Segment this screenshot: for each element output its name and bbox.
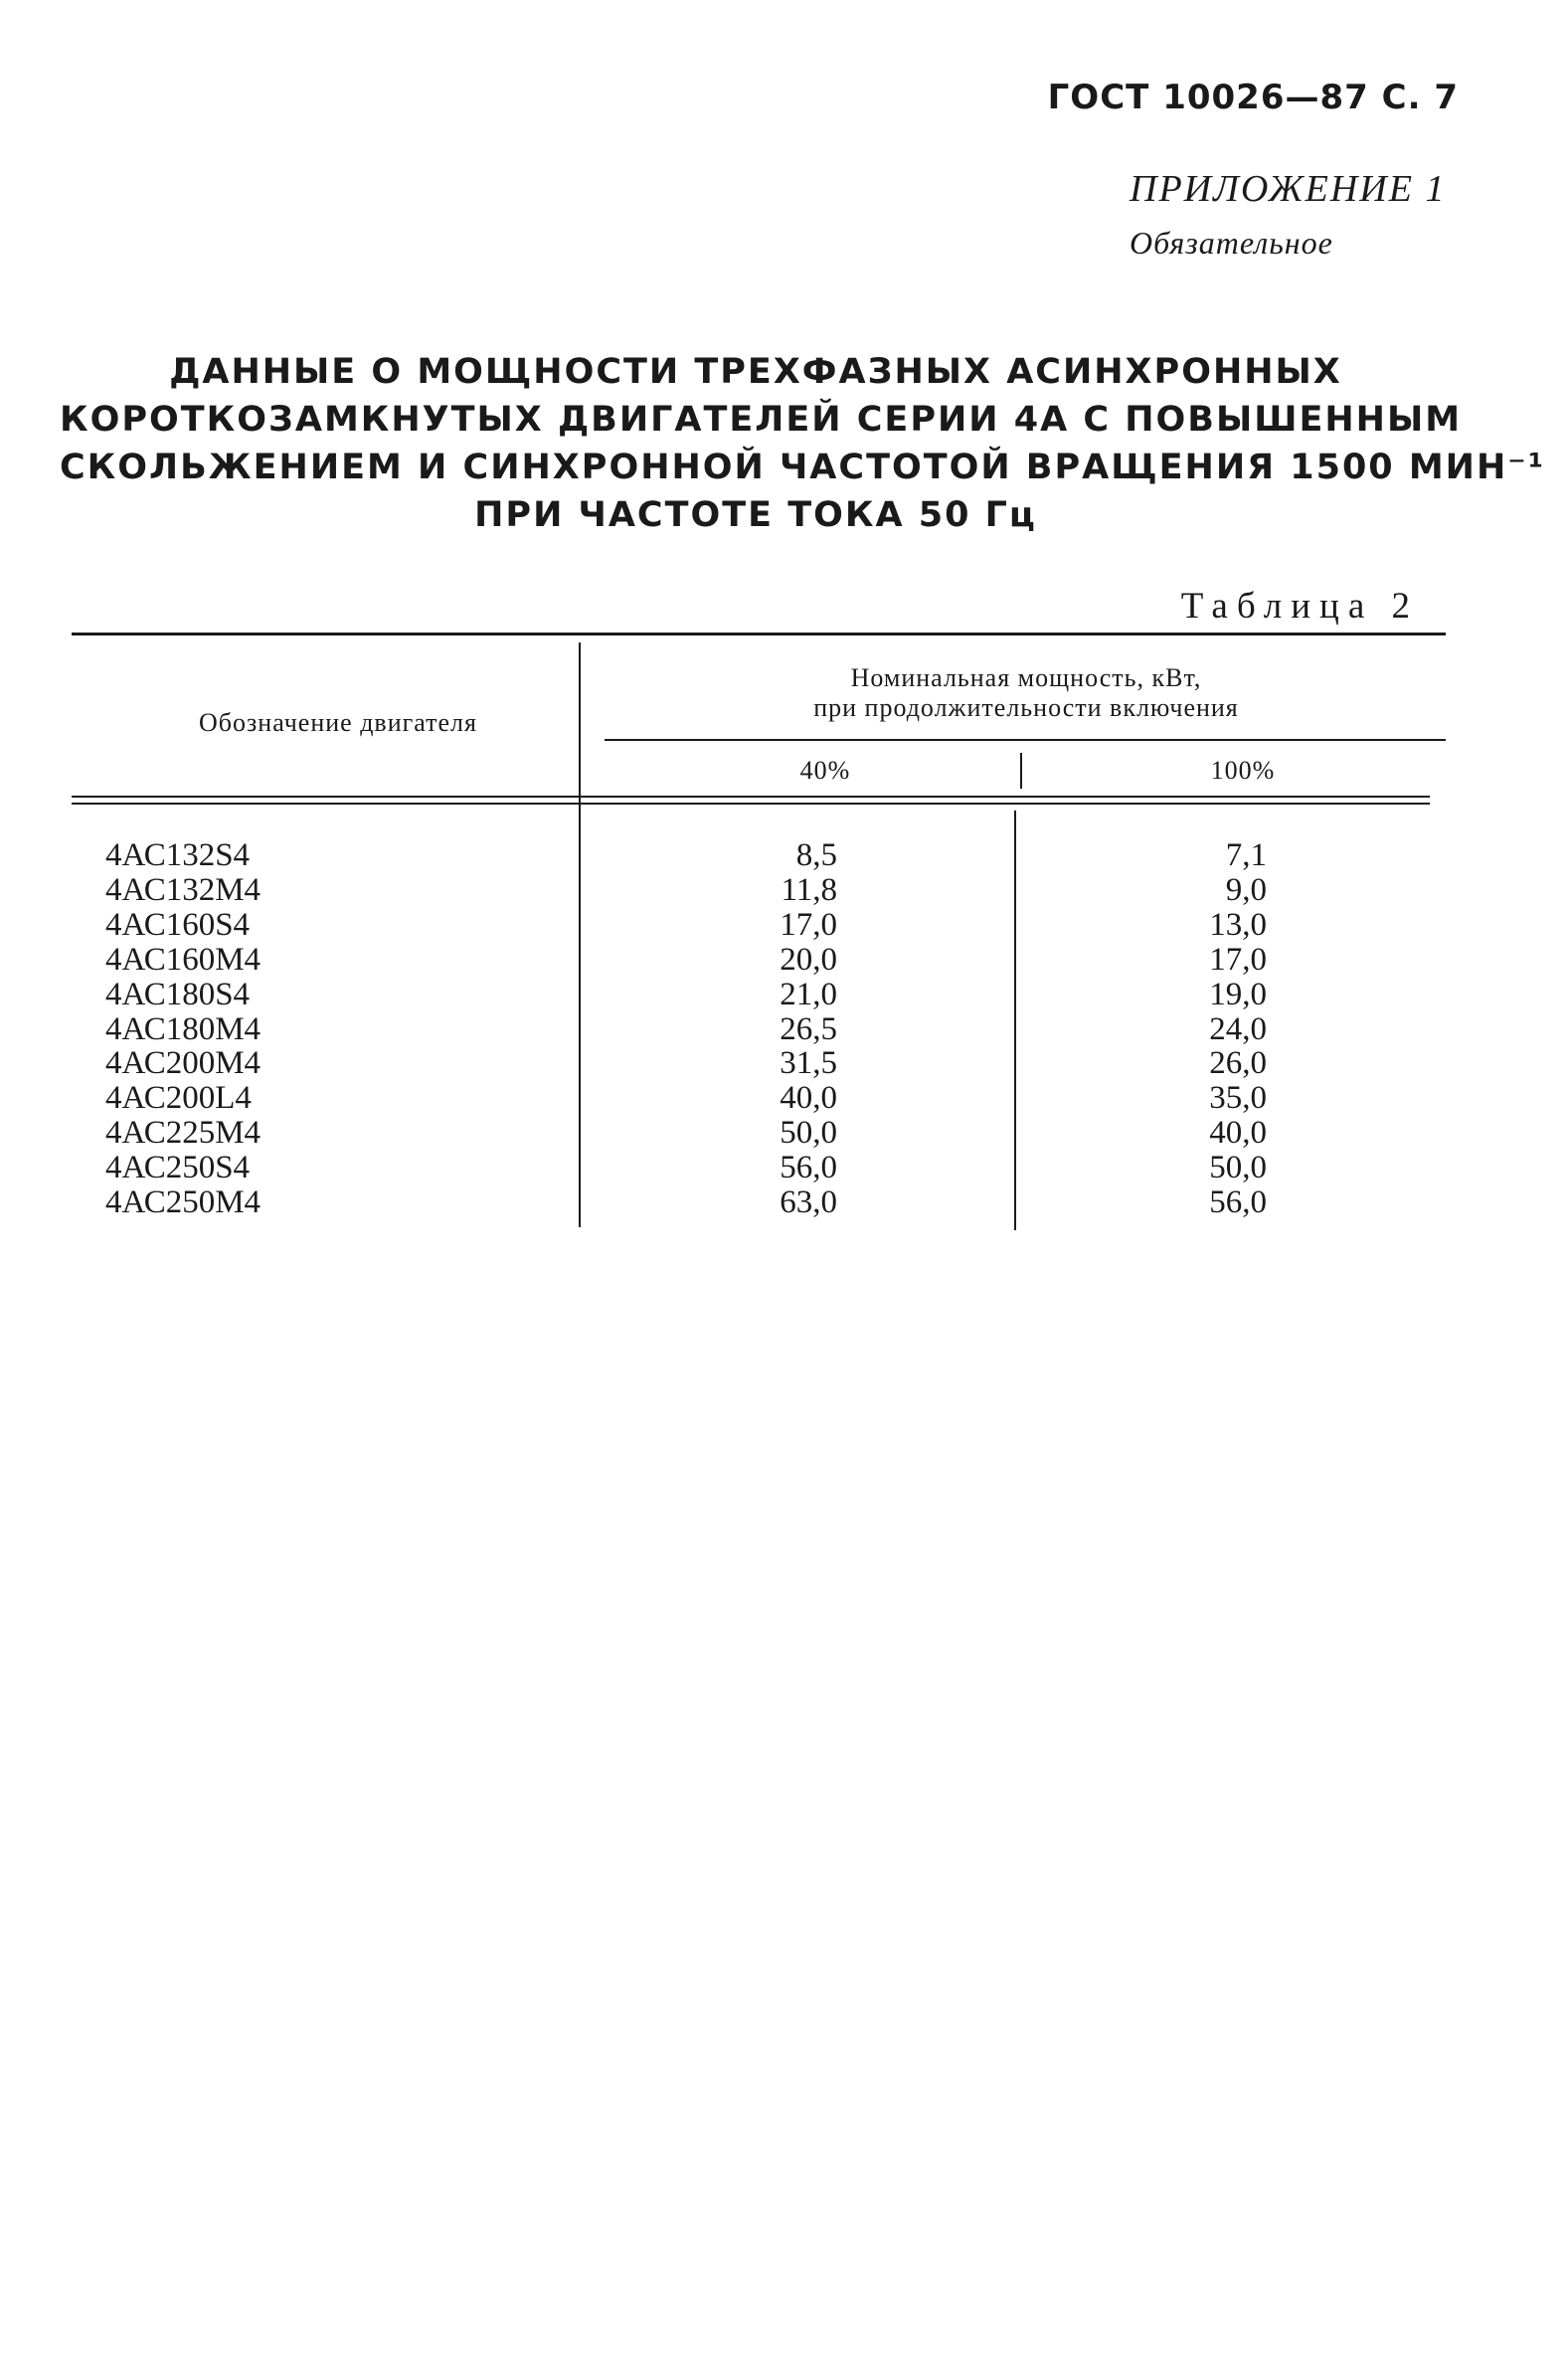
power-40: 26,5 bbox=[780, 1010, 837, 1047]
motor-designation: 4АС200М4 bbox=[105, 1045, 261, 1082]
subcolumn-divider-head bbox=[1020, 753, 1022, 789]
header-power-line2: при продолжительности включения bbox=[813, 693, 1239, 722]
header-double-rule-2 bbox=[72, 803, 1430, 805]
table-row bbox=[0, 1185, 1568, 1220]
appendix-title: ПРИЛОЖЕНИЕ 1 bbox=[1130, 168, 1447, 210]
title-line: КОРОТКОЗАМКНУТЫХ ДВИГАТЕЛЕЙ СЕРИИ 4А С ПОВЫШЕННЫМ bbox=[60, 400, 1463, 440]
motor-designation: 4АС180М4 bbox=[105, 1010, 261, 1047]
motor-designation: 4АС250S4 bbox=[105, 1150, 251, 1186]
power-100: 40,0 bbox=[1209, 1115, 1267, 1152]
power-40: 50,0 bbox=[780, 1115, 837, 1152]
power-100: 9,0 bbox=[1225, 871, 1267, 908]
table-row bbox=[0, 1081, 1568, 1116]
power-40: 21,0 bbox=[780, 976, 837, 1012]
table-row bbox=[0, 1151, 1568, 1185]
power-40: 17,0 bbox=[780, 906, 837, 943]
header-100: 100% bbox=[1210, 756, 1276, 785]
power-100: 35,0 bbox=[1209, 1080, 1267, 1117]
header-motor: Обозначение двигателя bbox=[199, 708, 477, 737]
title-line: ПРИ ЧАСТОТЕ ТОКА 50 Гц bbox=[474, 495, 1037, 535]
motor-designation: 4АС180S4 bbox=[105, 976, 251, 1012]
table-row bbox=[0, 838, 1568, 873]
power-100: 19,0 bbox=[1209, 976, 1267, 1012]
table-row bbox=[0, 1012, 1568, 1047]
header-40: 40% bbox=[799, 756, 851, 785]
power-100: 56,0 bbox=[1209, 1184, 1267, 1220]
power-40: 11,8 bbox=[781, 871, 837, 908]
power-100: 7,1 bbox=[1225, 837, 1267, 873]
table-row bbox=[0, 978, 1568, 1012]
power-100: 50,0 bbox=[1209, 1150, 1267, 1186]
power-40: 63,0 bbox=[780, 1184, 837, 1220]
table-top-rule bbox=[72, 633, 1446, 635]
power-100: 13,0 bbox=[1209, 906, 1267, 943]
table-row bbox=[0, 908, 1568, 943]
power-40: 40,0 bbox=[780, 1080, 837, 1117]
motor-designation: 4АС250М4 bbox=[105, 1184, 261, 1220]
table-row bbox=[0, 1046, 1568, 1081]
motor-designation: 4АС132S4 bbox=[105, 837, 251, 873]
motor-designation: 4АС160S4 bbox=[105, 906, 251, 943]
motor-designation: 4АС225М4 bbox=[105, 1115, 261, 1152]
table-row bbox=[0, 873, 1568, 908]
subheader-rule bbox=[605, 739, 1446, 741]
table-row bbox=[0, 943, 1568, 978]
motor-designation: 4АС160М4 bbox=[105, 941, 261, 978]
power-100: 26,0 bbox=[1209, 1045, 1267, 1082]
power-40: 20,0 bbox=[780, 941, 837, 978]
power-100: 24,0 bbox=[1209, 1010, 1267, 1047]
power-40: 56,0 bbox=[780, 1150, 837, 1186]
header-double-rule-1 bbox=[72, 796, 1430, 798]
document-title bbox=[60, 348, 1546, 539]
header-power-line1: Номинальная мощность, кВт, bbox=[850, 663, 1202, 692]
title-line: СКОЛЬЖЕНИЕМ И СИНХРОННОЙ ЧАСТОТОЙ ВРАЩЕНИЯ 1500 МИН⁻¹ bbox=[60, 448, 1546, 487]
page-header: ГОСТ 10026—87 С. 7 bbox=[1047, 78, 1459, 117]
power-100: 17,0 bbox=[1209, 941, 1267, 978]
power-40: 31,5 bbox=[780, 1045, 837, 1082]
power-40: 8,5 bbox=[795, 837, 837, 873]
table-label: Таблица 2 bbox=[1180, 586, 1419, 627]
appendix-subtitle: Обязательное bbox=[1130, 225, 1333, 261]
table-row bbox=[0, 1116, 1568, 1151]
title-line: ДАННЫЕ О МОЩНОСТИ ТРЕХФАЗНЫХ АСИНХРОННЫХ bbox=[169, 352, 1342, 392]
motor-designation: 4АС132М4 bbox=[105, 871, 261, 908]
motor-designation: 4АС200L4 bbox=[105, 1080, 252, 1117]
